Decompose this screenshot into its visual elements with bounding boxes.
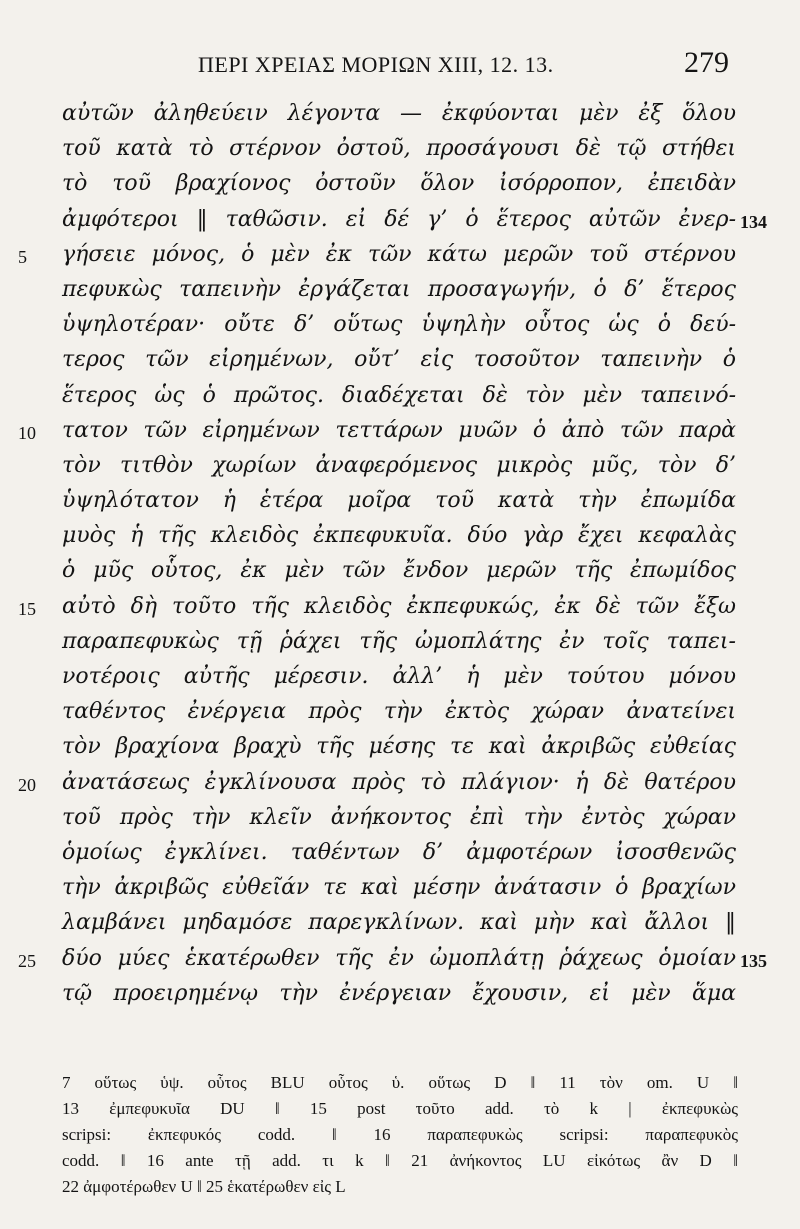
main-text [0, 99, 800, 1014]
margin-reference: 134 [740, 211, 767, 232]
text-line [0, 803, 800, 838]
text-line [0, 908, 800, 943]
text-line [0, 169, 800, 204]
text-line [0, 451, 800, 486]
text-line [0, 979, 800, 1014]
line-text: ἕτερος ὡς ὁ πρῶτος. διαδέχεται δὲ τὸν μὲν ταπεινό- [62, 382, 736, 408]
line-text: ταθέντος ἐνέργεια πρὸς τὴν ἐκτὸς χώραν ἀνατείνει [62, 699, 736, 725]
text-line [0, 697, 800, 732]
line-text: νοτέροις αὐτῆς μέρεσιν. ἀλλ’ ἡ μὲν τούτου μόνου [62, 664, 736, 689]
text-line [0, 416, 800, 451]
line-text: τοῦ κατὰ τὸ στέρνον ὀστοῦ, προσάγουσι δὲ τῷ στήθει [62, 136, 736, 162]
text-line [0, 838, 800, 873]
line-text: ἀνατάσεως ἐγκλίνουσα πρὸς τὸ πλάγιον· ἡ δὲ θατέρου [62, 769, 736, 795]
line-text: τοῦ πρὸς τὴν κλεῖν ἀνήκοντος ἐπὶ τὴν ἐντὸς χώραν [62, 804, 736, 830]
line-text: ὁ μῦς οὗτος, ἐκ μὲν τῶν ἔνδον μερῶν τῆς ἐπωμίδος [62, 558, 736, 584]
line-text: παραπεφυκὼς τῇ ῥάχει τῆς ὠμοπλάτης ἐν τοῖς ταπει- [62, 628, 736, 654]
apparatus-line: 22 ἀμφοτέρωθεν U ‖ 25 ἑκατέρωθεν εἰς L [62, 1177, 346, 1196]
line-text: αὐτῶν ἀληθεύειν λέγοντα — ἐκφύονται μὲν ἐξ ὅλου [62, 101, 736, 126]
line-text: λαμβάνει μηδαμόσε παρεγκλίνων. καὶ μὴν καὶ ἄλλοι ‖ [62, 910, 736, 936]
running-head: ΠΕΡΙ ΧΡΕΙΑΣ ΜΟΡΙΩΝ XIII, 12. 13. [198, 52, 554, 77]
critical-apparatus [62, 1073, 738, 1203]
text-line [0, 768, 800, 803]
text-line [0, 732, 800, 767]
apparatus-line: 7 οὕτως ὑψ. οὗτος BLU οὗτος ὑ. οὕτως D ‖ 11 τὸν om. U ‖ [62, 1073, 738, 1092]
line-text: τὸν βραχίονα βραχὺ τῆς μέσης τε καὶ ἀκριβῶς εὐθείας [62, 734, 736, 760]
line-text: ἀμφότεροι ‖ ταθῶσιν. εἰ δέ γ’ ὁ ἕτερος αὐτῶν ἐνερ- [62, 206, 736, 232]
text-line [0, 556, 800, 591]
line-number: 20 [18, 774, 36, 795]
text-line [0, 592, 800, 627]
line-text: τατον τῶν εἰρημένων τεττάρων μυῶν ὁ ἀπὸ τῶν παρὰ [62, 417, 736, 443]
apparatus-line: codd. ‖ 16 ante τῇ add. τι k ‖ 21 ἀνήκοντος LU εἰκότως ἂν D ‖ [62, 1151, 738, 1170]
line-number: 10 [18, 422, 36, 443]
text-line [0, 345, 800, 380]
text-line [0, 134, 800, 169]
apparatus-line: 13 ἐμπεφυκυῖα DU ‖ 15 post τοῦτο add. τὸ k | ἐκπεφυκὼς [62, 1099, 738, 1118]
line-text: δύο μύες ἑκατέρωθεν τῆς ἐν ὠμοπλάτῃ ῥάχεως ὁμοίαν [62, 945, 736, 971]
line-text: αὐτὸ δὴ τοῦτο τῆς κλειδὸς ἐκπεφυκώς, ἐκ δὲ τῶν ἔξω [62, 593, 736, 619]
line-text: τὴν ἀκριβῶς εὐθεῖάν τε καὶ μέσην ἀνάτασιν ὁ βραχίων [62, 875, 736, 901]
line-number: 25 [18, 950, 36, 971]
text-line [0, 205, 800, 240]
line-text: τὸ τοῦ βραχίονος ὀστοῦν ὅλον ἰσόρροπον, ἐπειδὰν [62, 171, 736, 197]
text-line [0, 99, 800, 134]
line-text: μυὸς ἡ τῆς κλειδὸς ἐκπεφυκυῖα. δύο γὰρ ἔχει κεφαλὰς [62, 523, 736, 549]
text-line [0, 873, 800, 908]
line-text: ὁμοίως ἐγκλίνει. ταθέντων δ’ ἀμφοτέρων ἰσοσθενῶς [62, 839, 736, 865]
line-text: τὸν τιτθὸν χωρίων ἀναφερόμενος μικρὸς μῦς, τὸν δ’ [62, 452, 736, 478]
text-line [0, 240, 800, 275]
apparatus-line: scripsi: ἐκπεφυκός codd. ‖ 16 παραπεφυκὼς scripsi: παραπεφυκὸς [62, 1125, 738, 1144]
text-line [0, 521, 800, 556]
page-header [0, 46, 800, 90]
margin-reference: 135 [740, 950, 767, 971]
text-line [0, 381, 800, 416]
text-line [0, 662, 800, 697]
line-text: ὑψηλοτέραν· οὔτε δ’ οὕτως ὑψηλὴν οὗτος ὡς ὁ δεύ- [62, 312, 736, 338]
text-line [0, 627, 800, 662]
page-number: 279 [684, 46, 729, 79]
text-line [0, 944, 800, 979]
text-line [0, 486, 800, 521]
line-text: τῷ προειρημένῳ τὴν ἐνέργειαν ἔχουσιν, εἰ μὲν ἅμα [62, 980, 736, 1006]
line-number: 5 [18, 246, 27, 267]
line-text: ὑψηλότατον ἡ ἑτέρα μοῖρα τοῦ κατὰ τὴν ἐπωμίδα [62, 488, 736, 514]
line-text: γήσειε μόνος, ὁ μὲν ἐκ τῶν κάτω μερῶν τοῦ στέρνου [62, 241, 736, 267]
text-line [0, 275, 800, 310]
text-line [0, 310, 800, 345]
line-number: 15 [18, 598, 36, 619]
line-text: πεφυκὼς ταπεινὴν ἐργάζεται προσαγωγήν, ὁ δ’ ἕτερος [62, 276, 736, 302]
line-text: τερος τῶν εἰρημένων, οὔτ’ εἰς τοσοῦτον ταπεινὴν ὁ [62, 347, 736, 373]
